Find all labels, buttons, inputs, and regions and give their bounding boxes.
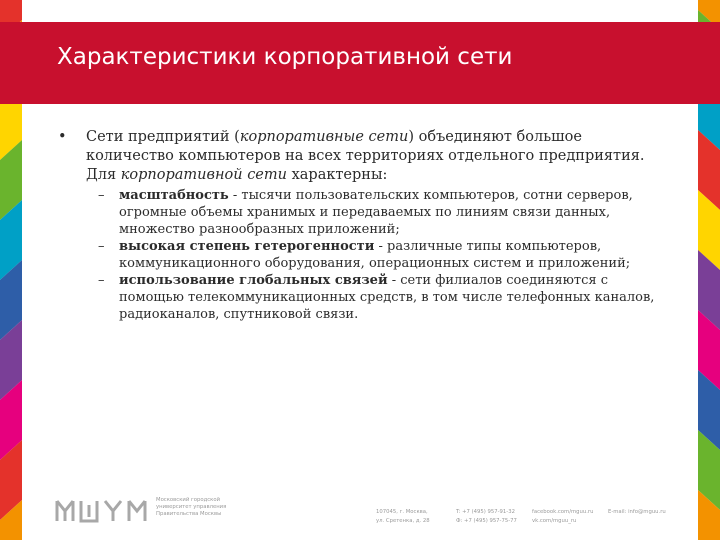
intro-italic-2: корпоративной сети	[120, 167, 287, 183]
slide-content	[58, 128, 668, 323]
item-text: - сети филиалов соединяются с помощью телекоммуникационных средств, в том числе телефонных каналов, радиоканалов, спутниковой связи.	[119, 273, 655, 322]
sub-bullet-list	[58, 187, 668, 323]
dash-marker: –	[98, 188, 105, 203]
list-item	[98, 238, 668, 272]
item-term: высокая степень гетерогенности	[119, 239, 375, 254]
address-line: 107045, г. Москва,	[376, 509, 428, 515]
web-link[interactable]: facebook.com/mguu.ru	[532, 509, 594, 515]
university-name	[156, 497, 226, 518]
item-term: масштабность	[119, 188, 229, 203]
phone-line: Ф: +7 (495) 957-75-77	[456, 518, 517, 524]
intro-text-3: характерны:	[286, 167, 388, 183]
university-name-line: Московский городской	[156, 497, 221, 503]
web-link[interactable]: vk.com/mguu_ru	[532, 518, 577, 524]
list-item	[98, 187, 668, 238]
intro-text-2: ) объединяют большое количество компьютеров на всех территориях отдельного предприятия. Для	[86, 129, 645, 183]
bullet-dot: •	[58, 129, 67, 145]
main-bullet	[58, 128, 668, 185]
phone-line: T: +7 (495) 957-91-32	[456, 509, 515, 515]
dash-marker: –	[98, 239, 105, 254]
slide-title: Характеристики корпоративной сети	[57, 44, 513, 70]
address-line: ул. Сретенка, д. 28	[376, 518, 430, 524]
footer-web	[532, 508, 593, 526]
university-name-line: университет управления	[156, 504, 227, 510]
list-item	[98, 272, 668, 323]
footer-address	[376, 508, 430, 526]
header-bar	[0, 22, 720, 104]
university-logo	[55, 499, 150, 523]
item-term: использование глобальных связей	[119, 273, 388, 288]
footer-phones	[456, 508, 517, 526]
dash-marker: –	[98, 273, 105, 288]
item-text: - тысячи пользовательских компьютеров, сотни серверов, огромные объемы хранимых и передаваемых по линиям связи данных, множество разнообразных приложений;	[119, 188, 633, 237]
intro-italic-1: корпоративные сети	[239, 129, 409, 145]
footer-email[interactable]: E-mail: info@mguu.ru	[608, 509, 666, 515]
item-text: - различные типы компьютеров, коммуникационного оборудования, операционных систем и приложений;	[119, 239, 631, 271]
intro-text-1: Сети предприятий (	[86, 129, 240, 145]
university-name-line: Правительства Москвы	[156, 511, 222, 517]
